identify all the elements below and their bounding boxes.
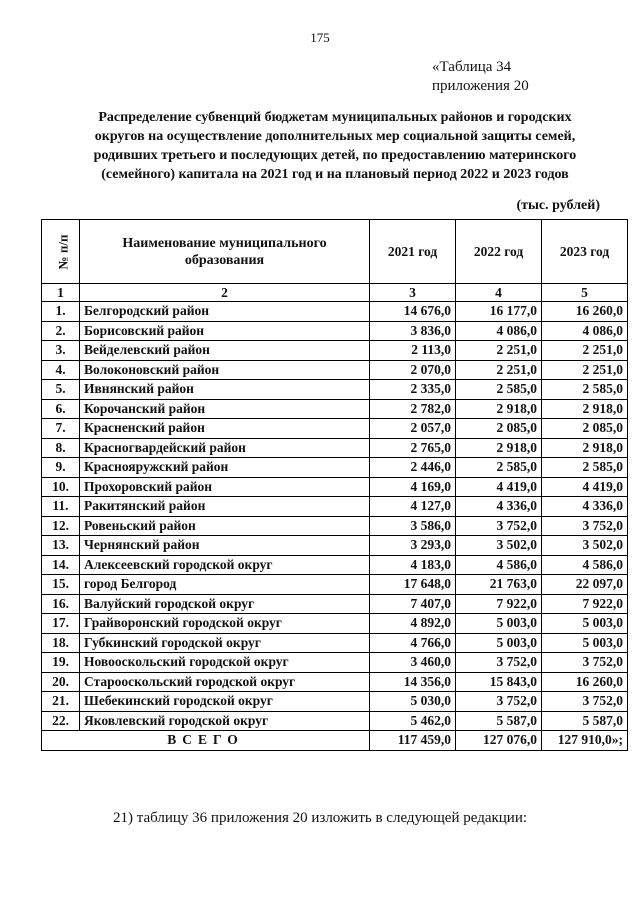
value-2021: 2 335,0: [370, 380, 456, 400]
row-number: 6.: [42, 399, 80, 419]
value-2021: 4 169,0: [370, 477, 456, 497]
table-row: [42, 302, 628, 322]
row-number: 22.: [42, 711, 80, 731]
value-2022: 5 003,0: [456, 614, 542, 634]
table-row: [42, 477, 628, 497]
table-reference: [432, 58, 529, 96]
value-2021: 2 113,0: [370, 341, 456, 361]
title-line: Распределение субвенций бюджетам муниципальных районов и городских: [98, 110, 572, 125]
header-row: [42, 220, 628, 284]
table-row: [42, 341, 628, 361]
value-2023: 2 251,0: [542, 341, 628, 361]
title-line: округов на осуществление дополнительных мер социальной защиты семей,: [94, 129, 576, 144]
value-2021: 2 070,0: [370, 360, 456, 380]
total-row: [42, 731, 628, 751]
value-2023: 2 918,0: [542, 438, 628, 458]
document-title: [60, 108, 610, 184]
value-2023: 4 336,0: [542, 497, 628, 517]
municipality-name: Ракитянский район: [80, 497, 370, 517]
table-row: [42, 692, 628, 712]
row-number: 13.: [42, 536, 80, 556]
value-2021: 3 293,0: [370, 536, 456, 556]
municipality-name: Вейделевский район: [80, 341, 370, 361]
value-2021: 4 892,0: [370, 614, 456, 634]
value-2022: 2 585,0: [456, 380, 542, 400]
table-row: [42, 516, 628, 536]
header-2023: 2023 год: [542, 220, 628, 284]
value-2021: 2 765,0: [370, 438, 456, 458]
value-2023: 4 086,0: [542, 321, 628, 341]
value-2022: 3 502,0: [456, 536, 542, 556]
value-2021: 2 057,0: [370, 419, 456, 439]
value-2022: 3 752,0: [456, 653, 542, 673]
value-2022: 5 003,0: [456, 633, 542, 653]
value-2022: 2 251,0: [456, 360, 542, 380]
column-number: 4: [456, 284, 542, 302]
value-2022: 2 918,0: [456, 399, 542, 419]
municipality-name: Грайворонский городской округ: [80, 614, 370, 634]
table-row: [42, 633, 628, 653]
value-2022: 2 085,0: [456, 419, 542, 439]
table-row: [42, 360, 628, 380]
value-2022: 7 922,0: [456, 594, 542, 614]
row-number: 20.: [42, 672, 80, 692]
value-2023: 5 003,0: [542, 614, 628, 634]
table-row: [42, 321, 628, 341]
page-number: 175: [310, 30, 330, 45]
row-number: 19.: [42, 653, 80, 673]
municipality-name: Красногвардейский район: [80, 438, 370, 458]
units-label: (тыс. рублей): [516, 198, 600, 213]
row-number: 2.: [42, 321, 80, 341]
row-number: 18.: [42, 633, 80, 653]
table-body: [42, 302, 628, 731]
total-label: ВСЕГО: [42, 731, 370, 751]
header-name: Наименование муниципального образования: [80, 220, 370, 284]
header-2022: 2022 год: [456, 220, 542, 284]
municipality-name: Губкинский городской округ: [80, 633, 370, 653]
value-2023: 22 097,0: [542, 575, 628, 595]
table-reference-line2: приложения 20: [432, 78, 529, 94]
municipality-name: Старооскольский городской округ: [80, 672, 370, 692]
municipality-name: Чернянский район: [80, 536, 370, 556]
table-row: [42, 575, 628, 595]
row-number: 4.: [42, 360, 80, 380]
row-number: 7.: [42, 419, 80, 439]
value-2022: 2 251,0: [456, 341, 542, 361]
row-number: 17.: [42, 614, 80, 634]
row-number: 11.: [42, 497, 80, 517]
value-2023: 5 003,0: [542, 633, 628, 653]
value-2021: 3 836,0: [370, 321, 456, 341]
municipality-name: Ровеньский район: [80, 516, 370, 536]
value-2023: 7 922,0: [542, 594, 628, 614]
table-row: [42, 438, 628, 458]
value-2021: 4 766,0: [370, 633, 456, 653]
row-number: 3.: [42, 341, 80, 361]
municipality-name: Корочанский район: [80, 399, 370, 419]
table-row: [42, 497, 628, 517]
value-2022: 4 086,0: [456, 321, 542, 341]
value-2023: 2 585,0: [542, 380, 628, 400]
municipality-name: Яковлевский городской округ: [80, 711, 370, 731]
header-2021: 2021 год: [370, 220, 456, 284]
table-row: [42, 380, 628, 400]
row-number: 8.: [42, 438, 80, 458]
row-number: 1.: [42, 302, 80, 322]
row-number: 10.: [42, 477, 80, 497]
row-number: 14.: [42, 555, 80, 575]
value-2023: 16 260,0: [542, 672, 628, 692]
value-2022: 2 918,0: [456, 438, 542, 458]
title-line: родивших третьего и последующих детей, по предоставлению материнского: [93, 148, 577, 163]
value-2021: 14 356,0: [370, 672, 456, 692]
value-2021: 14 676,0: [370, 302, 456, 322]
value-2022: 16 177,0: [456, 302, 542, 322]
municipality-name: Краснояружский район: [80, 458, 370, 478]
value-2023: 4 419,0: [542, 477, 628, 497]
value-2021: 3 586,0: [370, 516, 456, 536]
municipality-name: город Белгород: [80, 575, 370, 595]
value-2021: 5 030,0: [370, 692, 456, 712]
value-2023: 4 586,0: [542, 555, 628, 575]
value-2022: 4 336,0: [456, 497, 542, 517]
row-number: 9.: [42, 458, 80, 478]
municipality-name: Шебекинский городской округ: [80, 692, 370, 712]
table-reference-line1: «Таблица 34: [432, 59, 512, 75]
value-2022: 3 752,0: [456, 516, 542, 536]
value-2021: 7 407,0: [370, 594, 456, 614]
municipality-name: Красненский район: [80, 419, 370, 439]
footer-instruction: 21) таблицу 36 приложения 20 изложить в следующей редакции:: [112, 810, 528, 826]
value-2023: 3 502,0: [542, 536, 628, 556]
value-2023: 3 752,0: [542, 692, 628, 712]
value-2023: 5 587,0: [542, 711, 628, 731]
municipality-name: Ивнянский район: [80, 380, 370, 400]
municipality-name: Волоконовский район: [80, 360, 370, 380]
municipality-name: Валуйский городской округ: [80, 594, 370, 614]
column-number: 1: [42, 284, 80, 302]
row-number: 15.: [42, 575, 80, 595]
column-number: 5: [542, 284, 628, 302]
row-number: 16.: [42, 594, 80, 614]
value-2023: 3 752,0: [542, 516, 628, 536]
value-2021: 2 782,0: [370, 399, 456, 419]
total-2021: 117 459,0: [370, 731, 456, 751]
value-2022: 2 585,0: [456, 458, 542, 478]
total-2022: 127 076,0: [456, 731, 542, 751]
municipality-name: Алексеевский городской округ: [80, 555, 370, 575]
value-2022: 5 587,0: [456, 711, 542, 731]
title-line: (семейного) капитала на 2021 год и на плановый период 2022 и 2023 годов: [101, 167, 569, 182]
subsidy-table: [41, 219, 628, 751]
table-row: [42, 536, 628, 556]
table-row: [42, 555, 628, 575]
value-2021: 17 648,0: [370, 575, 456, 595]
municipality-name: Прохоровский район: [80, 477, 370, 497]
value-2021: 3 460,0: [370, 653, 456, 673]
table-row: [42, 419, 628, 439]
value-2023: 3 752,0: [542, 653, 628, 673]
value-2023: 16 260,0: [542, 302, 628, 322]
header-number: № п/п: [42, 220, 80, 284]
value-2023: 2 251,0: [542, 360, 628, 380]
table-row: [42, 399, 628, 419]
value-2021: 2 446,0: [370, 458, 456, 478]
value-2021: 5 462,0: [370, 711, 456, 731]
table-row: [42, 653, 628, 673]
column-number: 3: [370, 284, 456, 302]
column-number-row: [42, 284, 628, 302]
table-row: [42, 594, 628, 614]
value-2022: 4 419,0: [456, 477, 542, 497]
total-2023: 127 910,0»;: [542, 731, 628, 751]
value-2021: 4 127,0: [370, 497, 456, 517]
value-2023: 2 585,0: [542, 458, 628, 478]
table-row: [42, 711, 628, 731]
row-number: 21.: [42, 692, 80, 712]
value-2022: 3 752,0: [456, 692, 542, 712]
table-row: [42, 672, 628, 692]
value-2023: 2 085,0: [542, 419, 628, 439]
value-2021: 4 183,0: [370, 555, 456, 575]
municipality-name: Новооскольский городской округ: [80, 653, 370, 673]
table-row: [42, 458, 628, 478]
municipality-name: Белгородский район: [80, 302, 370, 322]
row-number: 5.: [42, 380, 80, 400]
value-2023: 2 918,0: [542, 399, 628, 419]
table-row: [42, 614, 628, 634]
value-2022: 4 586,0: [456, 555, 542, 575]
municipality-name: Борисовский район: [80, 321, 370, 341]
value-2022: 15 843,0: [456, 672, 542, 692]
column-number: 2: [80, 284, 370, 302]
row-number: 12.: [42, 516, 80, 536]
value-2022: 21 763,0: [456, 575, 542, 595]
